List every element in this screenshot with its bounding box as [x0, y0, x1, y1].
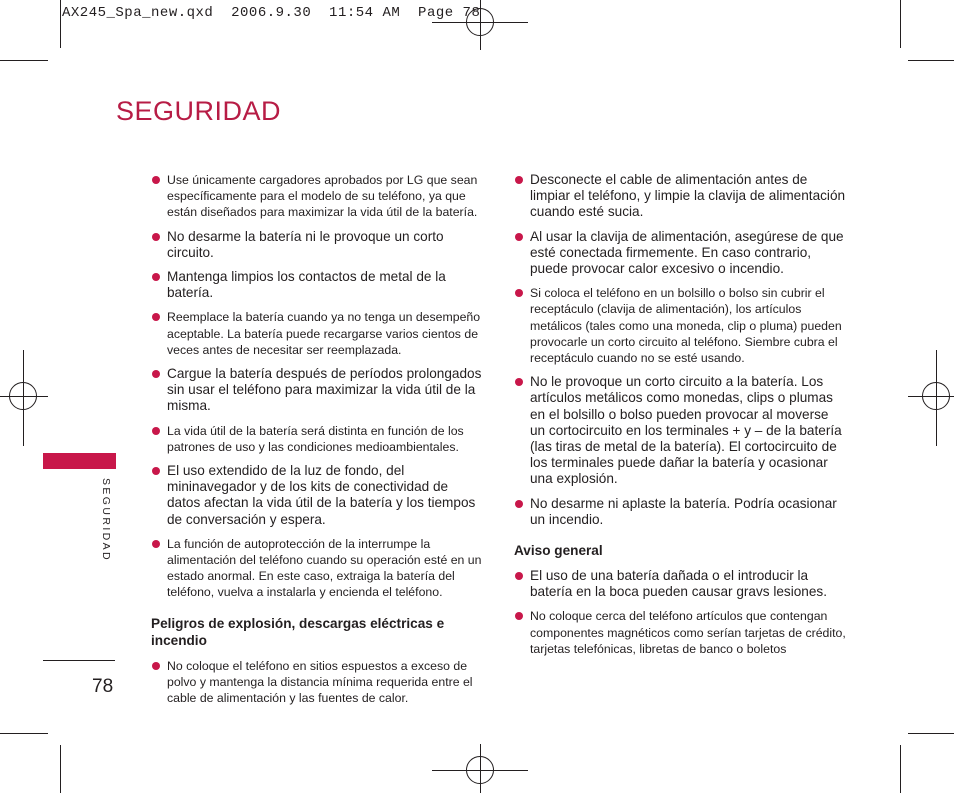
bullet-icon [152, 540, 160, 548]
section-tab [43, 453, 116, 469]
crop-mark [60, 0, 61, 48]
section-side-label: SEGURIDAD [100, 478, 112, 563]
page-number: 78 [92, 676, 114, 697]
list-item [151, 423, 483, 455]
left-column [151, 172, 483, 714]
list-item-text: Cargue la batería después de períodos prolongados sin usar el teléfono para maximizar la vida útil de la misma. [167, 366, 482, 414]
list-item-text: Si coloca el teléfono en un bolsillo o bolso sin cubrir el receptáculo (clavija de alimentación), los artículos metálicos (tales como una moneda, clip o pluma) pueden provocarle un corto circuito al teléfono. Siembre cubra el receptáculo cuando no se esté usando. [530, 286, 842, 366]
list-item [151, 658, 483, 707]
list-item-text: El uso extendido de la luz de fondo, del mininavegador y de los kits de conectividad de datos afectan la vida útil de la batería y los tiempos de conversación y espera. [167, 463, 476, 527]
crop-mark [0, 733, 48, 734]
bullet-icon [152, 370, 160, 378]
crop-mark [0, 60, 48, 61]
bullet-icon [152, 662, 160, 670]
bullet-icon [152, 273, 160, 281]
left-bullet-list [151, 172, 483, 601]
bullet-icon [515, 500, 523, 508]
crop-mark [900, 0, 901, 48]
list-item [151, 536, 483, 601]
file-header: AX245_Spa_new.qxd 2006.9.30 11:54 AM Page 78 [62, 5, 481, 21]
section-heading: Peligros de explosión, descargas eléctricas e incendio [151, 615, 445, 648]
list-item-text: Use únicamente cargadores aprobados por LG que sean específicamente para el modelo de su teléfono, ya que están diseñados para maximizar la vida útil de la batería. [167, 173, 478, 220]
list-item-text: No le provoque un corto circuito a la batería. Los artículos metálicos como monedas, clips o plumas en el bolsillo o bolso pueden provocar al moverse un cortocircuito en los terminales + y – de la batería (las tiras de metal de la batería). El cortocircuito de los terminales puede dañar la batería y ocasionar una explosión. [530, 374, 842, 487]
bullet-icon [152, 233, 160, 241]
list-item [514, 608, 846, 657]
right-bullet-list [514, 172, 846, 528]
registration-mark [9, 382, 37, 410]
right-bullet-list-2 [514, 568, 846, 657]
list-item [514, 374, 846, 487]
crop-mark [900, 745, 901, 793]
bullet-icon [515, 289, 523, 297]
bullet-icon [152, 176, 160, 184]
list-item-text: Mantenga limpios los contactos de metal de la batería. [167, 269, 446, 301]
list-item [151, 309, 483, 358]
list-item-text: No coloque el teléfono en sitios espuestos a exceso de polvo y mantenga la distancia mínima requerida entre el cable de alimentación y las fuentes de calor. [167, 658, 473, 706]
crop-mark [908, 733, 954, 734]
list-item [151, 229, 483, 261]
left-bullet-list-2 [151, 658, 483, 707]
page-title: SEGURIDAD [116, 96, 282, 126]
crop-mark [60, 745, 61, 793]
bullet-icon [152, 467, 160, 475]
crop-mark [908, 60, 954, 61]
list-item-text: No desarme la batería ni le provoque un corto circuito. [167, 228, 444, 260]
bullet-icon [515, 612, 523, 620]
list-item [151, 172, 483, 221]
bullet-icon [515, 378, 523, 386]
section-heading: Aviso general [514, 543, 603, 559]
list-item-text: La vida útil de la batería será distinta en función de los patrones de uso y las condiciones medioambientales. [167, 423, 464, 454]
list-item [151, 269, 483, 301]
list-item-text: La función de autoprotección de la interrumpe la alimentación del teléfono cuando su operación esté en un estado anormal. En este caso, extraiga la batería del teléfono, vuelva a instalarla y encienda el teléfono. [167, 536, 482, 600]
list-item [514, 496, 846, 528]
bullet-icon [152, 313, 160, 321]
registration-mark [922, 382, 950, 410]
list-item [514, 568, 846, 600]
bullet-icon [515, 572, 523, 580]
list-item-text: Al usar la clavija de alimentación, asegúrese de que esté conectada firmemente. En caso contrario, puede provocar calor excesivo o incendio. [530, 228, 844, 277]
list-item [151, 463, 483, 528]
bullet-icon [152, 427, 160, 435]
list-item-text: Desconecte el cable de alimentación antes de limpiar el teléfono, y limpie la clavija de alimentación cuando esté sucia. [530, 172, 846, 220]
list-item-text: No coloque cerca del teléfono artículos que contengan componentes magnéticos como serían tarjetas de crédito, tarjetas telefónicas, libretas de banco o boletos [530, 609, 846, 656]
list-item [514, 172, 846, 221]
list-item-text: El uso de una batería dañada o el introducir la batería en la boca pueden causar gravs lesiones. [530, 568, 827, 600]
list-item-text: No desarme ni aplaste la batería. Podría ocasionar un incendio. [530, 495, 837, 527]
list-item [514, 285, 846, 366]
list-item [151, 366, 483, 415]
list-item [514, 229, 846, 278]
bullet-icon [515, 176, 523, 184]
list-item-text: Reemplace la batería cuando ya no tenga un desempeño aceptable. La batería puede recargarse varios cientos de veces antes de necesitar ser reemplazada. [167, 310, 481, 357]
registration-mark [466, 756, 494, 784]
right-column [514, 172, 846, 665]
footer-rule [43, 660, 115, 661]
bullet-icon [515, 233, 523, 241]
